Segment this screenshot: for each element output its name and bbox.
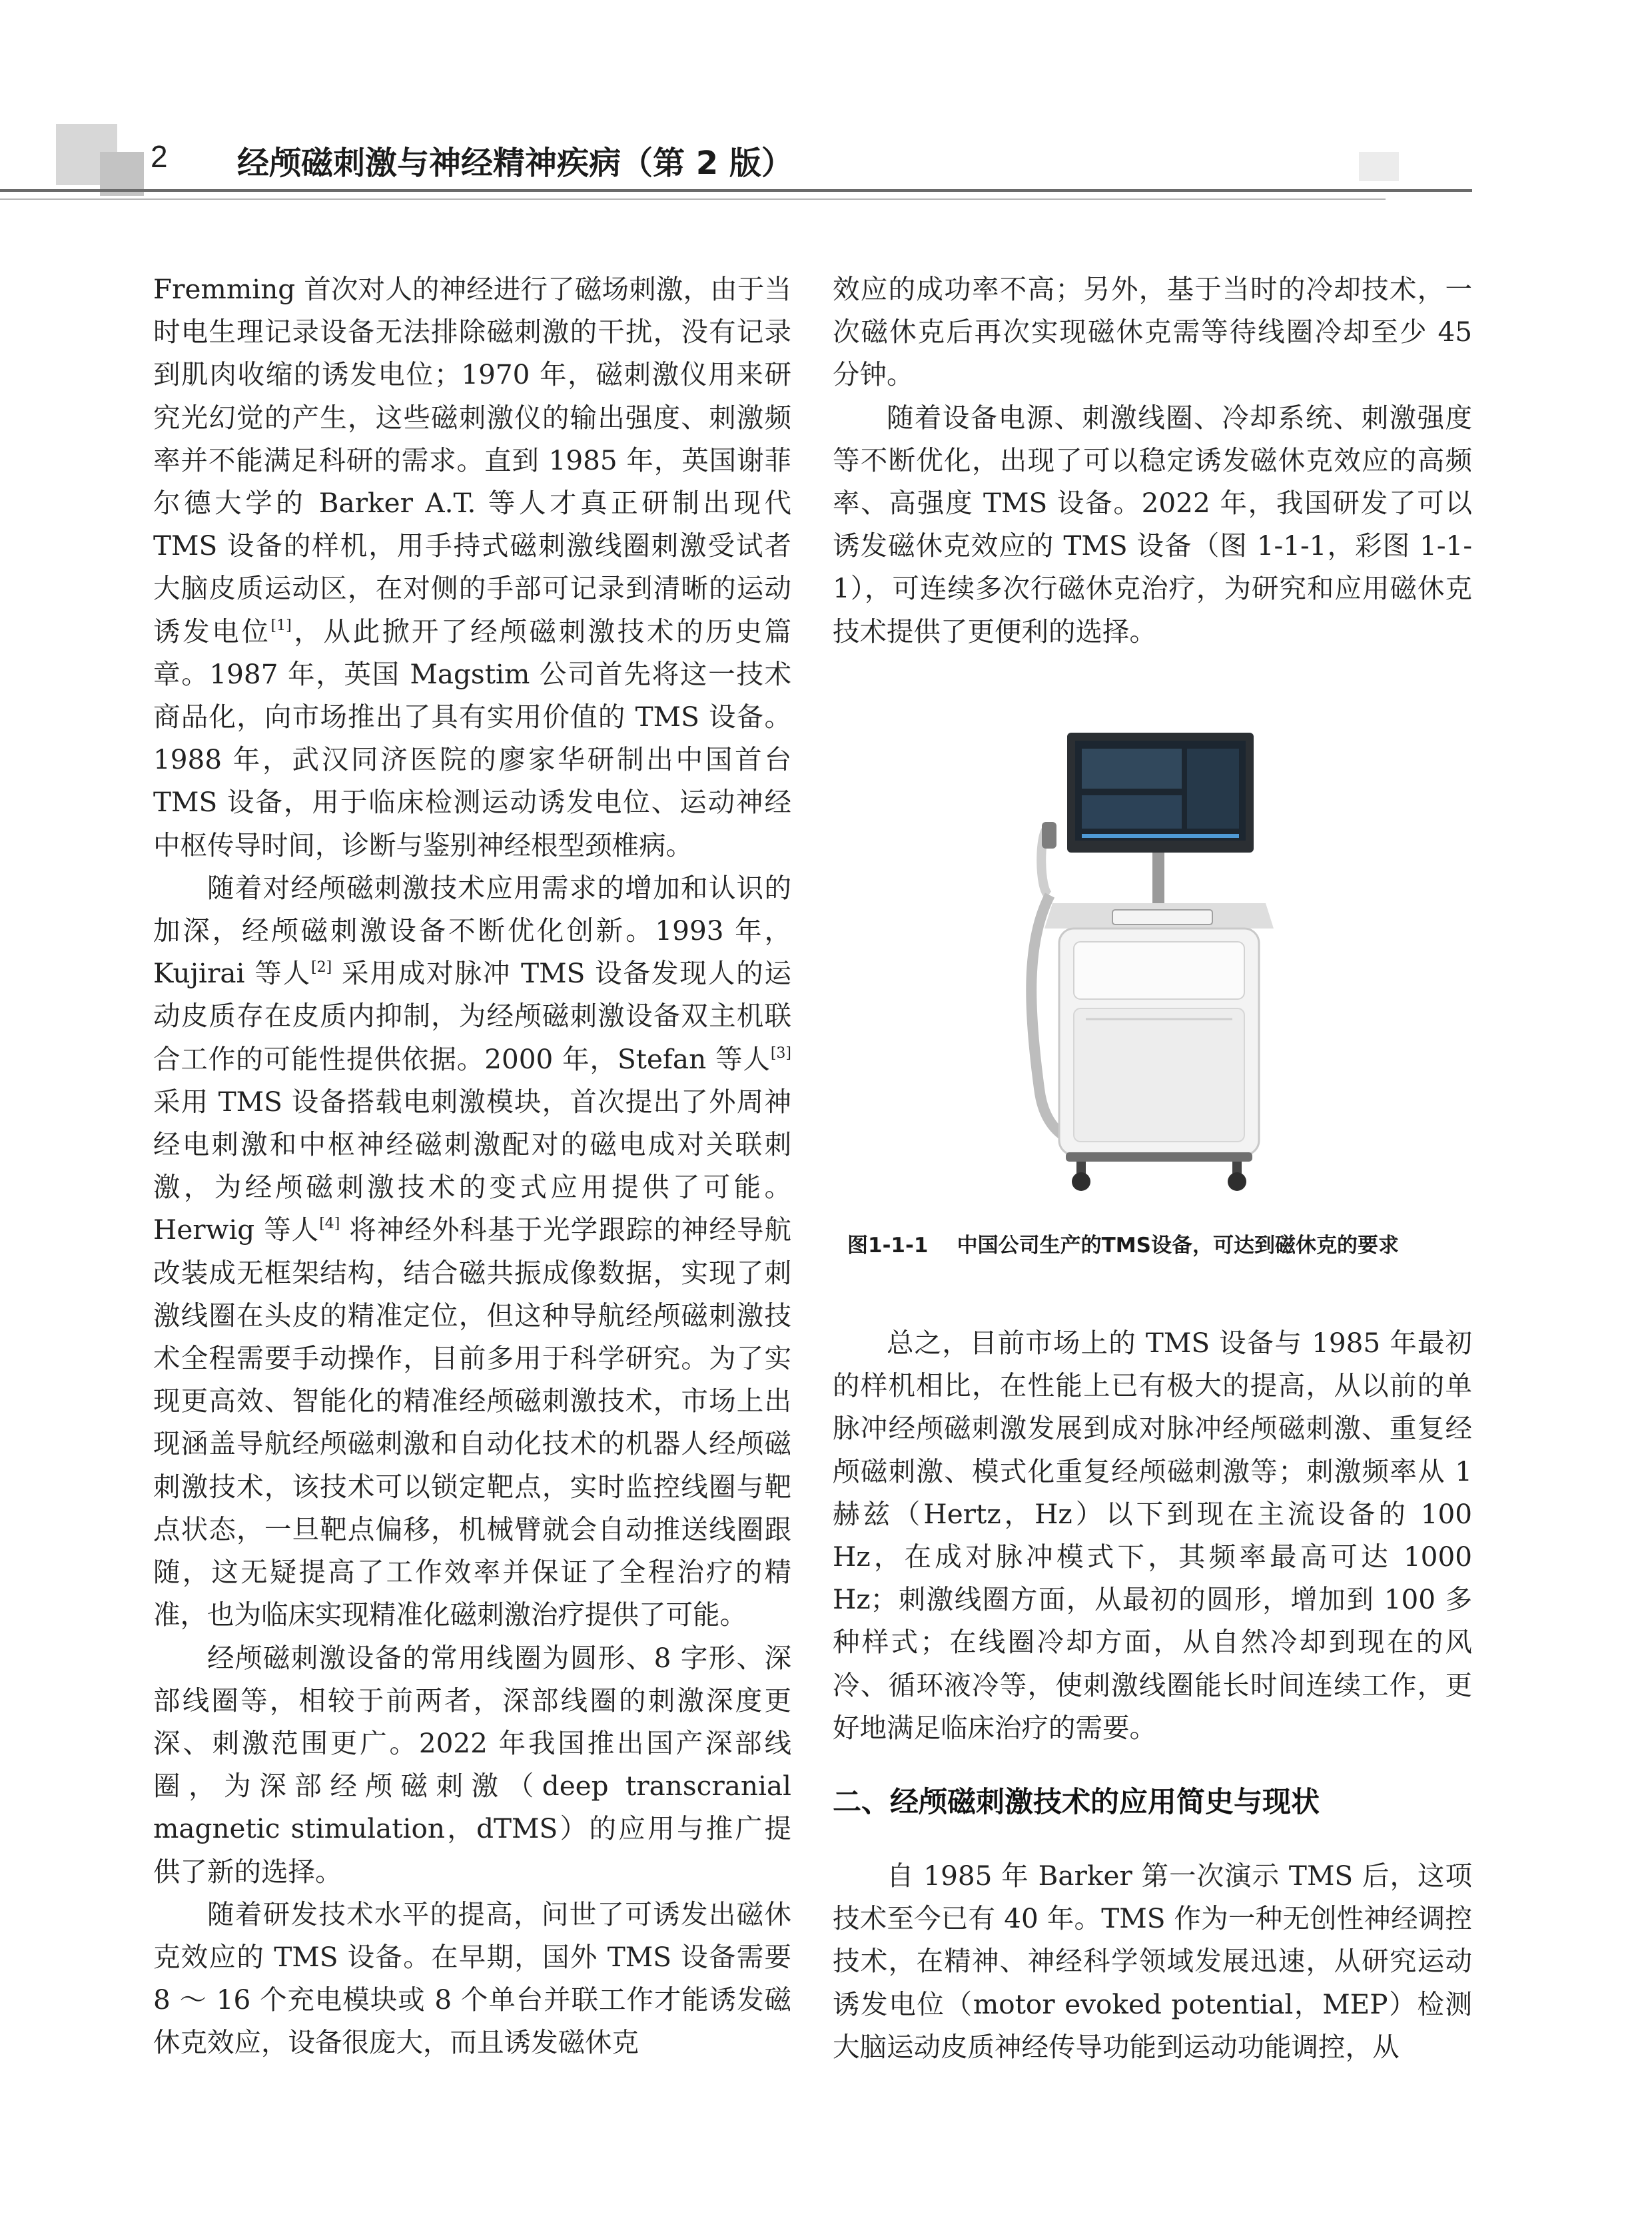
- book-title: 经颅磁刺激与神经精神疾病（第 2 版）: [237, 145, 793, 182]
- paragraph: 经颅磁刺激设备的常用线圈为圆形、8 字形、深部线圈等，相较于前两者，深部线圈的刺激深度更深、刺激范围更广。2022 年我国推出国产深部线圈，为深部经颅磁刺激（deep transcranial magnetic stimulation，dTMS）的应用与推广提供了新的选择。: [153, 1641, 791, 1888]
- paragraph: 随着研发技术水平的提高，问世了可诱发出磁休克效应的 TMS 设备。在早期，国外 TMS 设备需要 8 ～ 16 个充电模块或 8 个单台并联工作才能诱发磁休克效应，设备很庞大，而且诱发磁休克: [153, 1898, 791, 2059]
- figure-label: 图1-1-1: [847, 1234, 929, 1258]
- paragraph: [153, 867, 791, 1637]
- tms-device-image: [1013, 729, 1306, 1195]
- right-column-section-body: [833, 1854, 1472, 2068]
- tms-device-figure: [1013, 729, 1306, 1195]
- wheel: [1228, 1172, 1246, 1191]
- device-base: [1066, 1152, 1252, 1162]
- figure-caption: [847, 1228, 1399, 1258]
- paragraph: [153, 268, 791, 867]
- figure-caption-text: 中国公司生产的TMS设备，可达到磁休克的要求: [957, 1234, 1399, 1258]
- section-heading: 二、经颅磁刺激技术的应用简史与现状: [833, 1786, 1320, 1819]
- text-run: Fremming 首次对人的神经进行了磁场刺激，由于当时电生理记录设备无法排除磁刺激的干扰，没有记录到肌肉收缩的诱发电位；1970 年，磁刺激仪用来研究光幻觉的产生，这些磁刺激仪的输出强度、刺激频率并不能满足科研的需求。直到 1985 年，英国谢菲尔德大学的 Barker A.T. 等人才真正研制出现代 TMS 设备的样机，用手持式磁刺激线圈刺激受试者大脑皮质运动区，在对侧的手部可记录到清晰的运动诱发电位: [153, 273, 791, 647]
- reference-3[interactable]: [3]: [770, 1044, 791, 1062]
- text-run: 采用 TMS 设备搭载电刺激模块，首次提出了外周神经电刺激和中枢神经磁刺激配对的磁电成对关联刺激，为经颅磁刺激技术的变式应用提供了可能。Herwig 等人: [153, 1085, 791, 1246]
- monitor-stand: [1152, 853, 1164, 905]
- left-column: [153, 268, 791, 2064]
- reference-1[interactable]: [1]: [270, 617, 292, 634]
- text-run: 随着对经颅磁刺激技术应用需求的增加和认识的加深，经颅磁刺激设备不断优化创新。1993 年，Kujirai 等人: [153, 871, 791, 990]
- header-rule-thin: [0, 198, 1386, 200]
- paragraph: 自 1985 年 Barker 第一次演示 TMS 后，这项技术至今已有 40 年。TMS 作为一种无创性神经调控技术，在精神、神经科学领域发展迅速，从研究运动诱发电位（motor evoked potential，MEP）检测大脑运动皮质神经传导功能到运动功能调控，从: [833, 1860, 1472, 2063]
- text-run: ，从此掀开了经颅磁刺激技术的历史篇章。1987 年，英国 Magstim 公司首先将这一技术商品化，向市场推出了具有实用价值的 TMS 设备。1988 年，武汉同济医院的廖家华研制出中国首台 TMS 设备，用于临床检测运动诱发电位、运动神经中枢传导时间，诊断与鉴别神经根型颈椎病。: [153, 615, 792, 861]
- text-run: 将神经外科基于光学跟踪的神经导航改装成无框架结构，结合磁共振成像数据，实现了刺激线圈在头皮的精准定位，但这种导航经颅磁刺激技术全程需要手动操作，目前多用于科学研究。为了实现更高效、智能化的精准经颅磁刺激技术，市场上出现涵盖导航经颅磁刺激和自动化技术的机器人经颅磁刺激技术，该技术可以锁定靶点，实时监控线圈与靶点状态，一旦靶点偏移，机械臂就会自动推送线圈跟随，这无疑提高了工作效率并保证了全程治疗的精准，也为临床实现精准化磁刺激治疗提供了可能。: [153, 1214, 791, 1631]
- coil-holder: [1042, 822, 1056, 849]
- header-rule: [0, 189, 1472, 192]
- paragraph: 总之，目前市场上的 TMS 设备与 1985 年最初的样机相比，在性能上已有极大的提高，从以前的单脉冲经颅磁刺激发展到成对脉冲经颅磁刺激、重复经颅磁刺激、模式化重复经颅磁刺激等；刺激频率从 1 赫兹（Hertz，Hz）以下到现在主流设备的 100 Hz，在成对脉冲模式下，其频率最高可达 1000 Hz；刺激线圈方面，从最初的圆形，增加到 100 多种样式；在线圈冷却方面，从自然冷却到现在的风冷、循环液冷等，使刺激线圈能长时间连续工作，更好地满足临床治疗的需要。: [833, 1327, 1472, 1744]
- page-number: 2: [151, 139, 168, 174]
- paragraph: 效应的成功率不高；另外，基于当时的冷却技术，一次磁休克后再次实现磁休克需等待线圈冷却至少 45 分钟。: [833, 273, 1472, 391]
- paragraph: 随着设备电源、刺激线圈、冷却系统、刺激强度等不断优化，出现了可以稳定诱发磁休克效应的高频率、高强度 TMS 设备。2022 年，我国研发了可以诱发磁休克效应的 TMS 设备（图 1-1-1，彩图 1-1-1），可连续多次行磁休克治疗，为研究和应用磁休克技术提供了更便利的选择。: [833, 401, 1472, 647]
- header-decoration-right: [1359, 152, 1399, 181]
- right-column-bottom: [833, 1321, 1472, 1749]
- right-column-top: [833, 268, 1472, 653]
- reference-4[interactable]: [4]: [319, 1216, 340, 1233]
- reference-2[interactable]: [2]: [311, 959, 332, 976]
- text-run: 采用成对脉冲 TMS 设备发现人的运动皮质存在皮质内抑制，为经颅磁刺激设备双主机联合工作的可能性提供依据。2000 年，Stefan 等人: [153, 957, 791, 1075]
- wheel: [1072, 1172, 1090, 1191]
